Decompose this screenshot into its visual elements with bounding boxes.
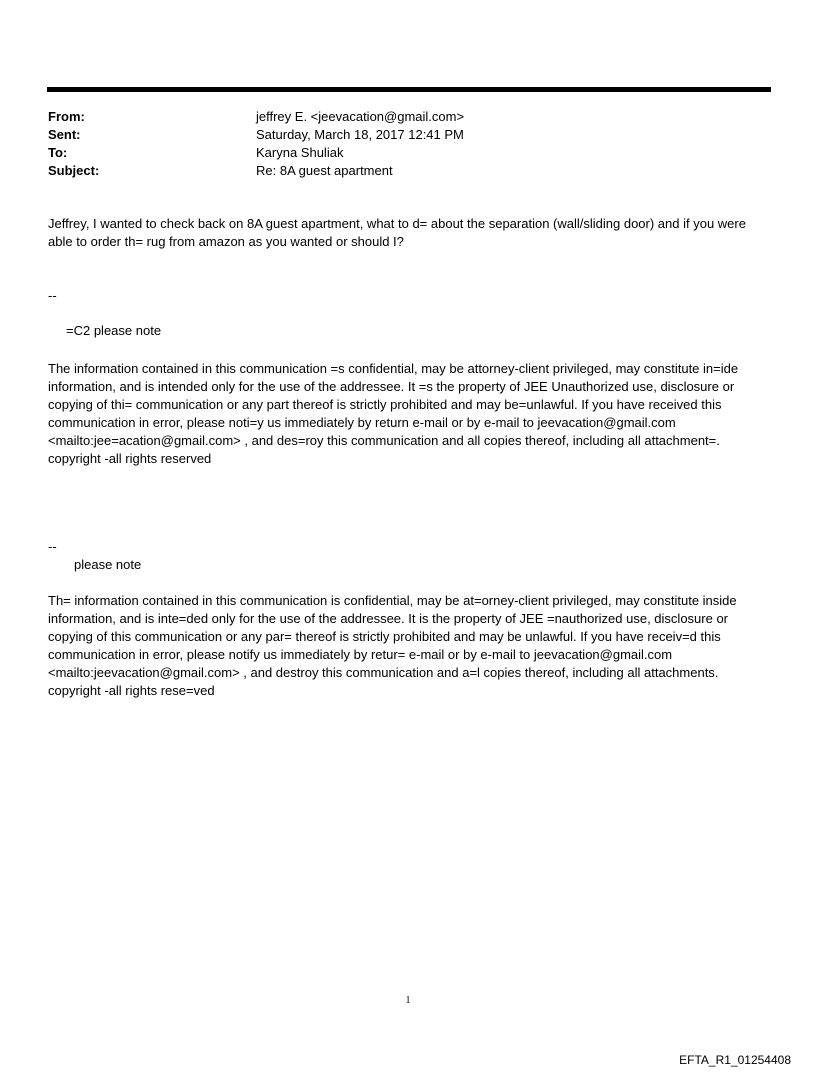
signature-1-note: =C2 please note — [66, 323, 162, 338]
header-from — [48, 108, 768, 126]
header-subject — [48, 162, 768, 180]
sent-value: Saturday, March 18, 2017 12:41 PM — [256, 127, 464, 142]
signature-1-disclaimer: The information contained in this communication =s confidential, may be attorney-client privileged, may constitute in=ide information, and is intended only for the use of the addressee. It =s the property of JEE Unauthorized use, disclosure or copying of thi= communication or any part thereof is strictly prohibited and may be=unlawful. If you have received this communication in error, please noti=y us immediately by return e-mail or by e-mail to jeevacation@gmail.com <mailto:jee=acation@gmail.com> , and des=roy this communication and all copies thereof, including all attachment=. copyright -all rights reserved — [48, 361, 739, 466]
from-label: From: — [48, 109, 85, 124]
page-number: 1 — [405, 995, 411, 1006]
signature-2-separator: -- — [48, 539, 57, 554]
to-value: Karyna Shuliak — [256, 145, 344, 160]
header-rule — [47, 87, 771, 92]
subject-label: Subject: — [48, 163, 100, 178]
email-headers — [48, 108, 768, 180]
subject-value: Re: 8A guest apartment — [256, 163, 393, 178]
signature-1-separator: -- — [48, 288, 57, 303]
signature-2-disclaimer: Th= information contained in this communication is confidential, may be at=orney-client privileged, may constitute inside information, and is inte=ded only for the use of the addressee. It is the property of JEE =nauthorized use, disclosure or copying of this communication or any par= thereof is strictly prohibited and may be unlawful. If you have receiv=d this communication in error, please notify us immediately by retur= e-mail or by e-mail to jeevacation@gmail.com <mailto:jeevacation@gmail.com> , and destroy this communication and a=l copies thereof, including all attachments. copyright -all rights rese=ved — [48, 593, 737, 698]
signature-2-note: please note — [74, 557, 142, 572]
document-id: EFTA_R1_01254408 — [679, 1053, 791, 1067]
to-label: To: — [48, 145, 68, 160]
header-sent — [48, 126, 768, 144]
email-body: Jeffrey, I wanted to check back on 8A guest apartment, what to d= about the separation (wall/sliding door) and if you were able to order th= rug from amazon as you wanted or should I? — [48, 216, 746, 249]
from-value: jeffrey E. <jeevacation@gmail.com> — [256, 109, 465, 124]
sent-label: Sent: — [48, 127, 81, 142]
header-to — [48, 144, 768, 162]
